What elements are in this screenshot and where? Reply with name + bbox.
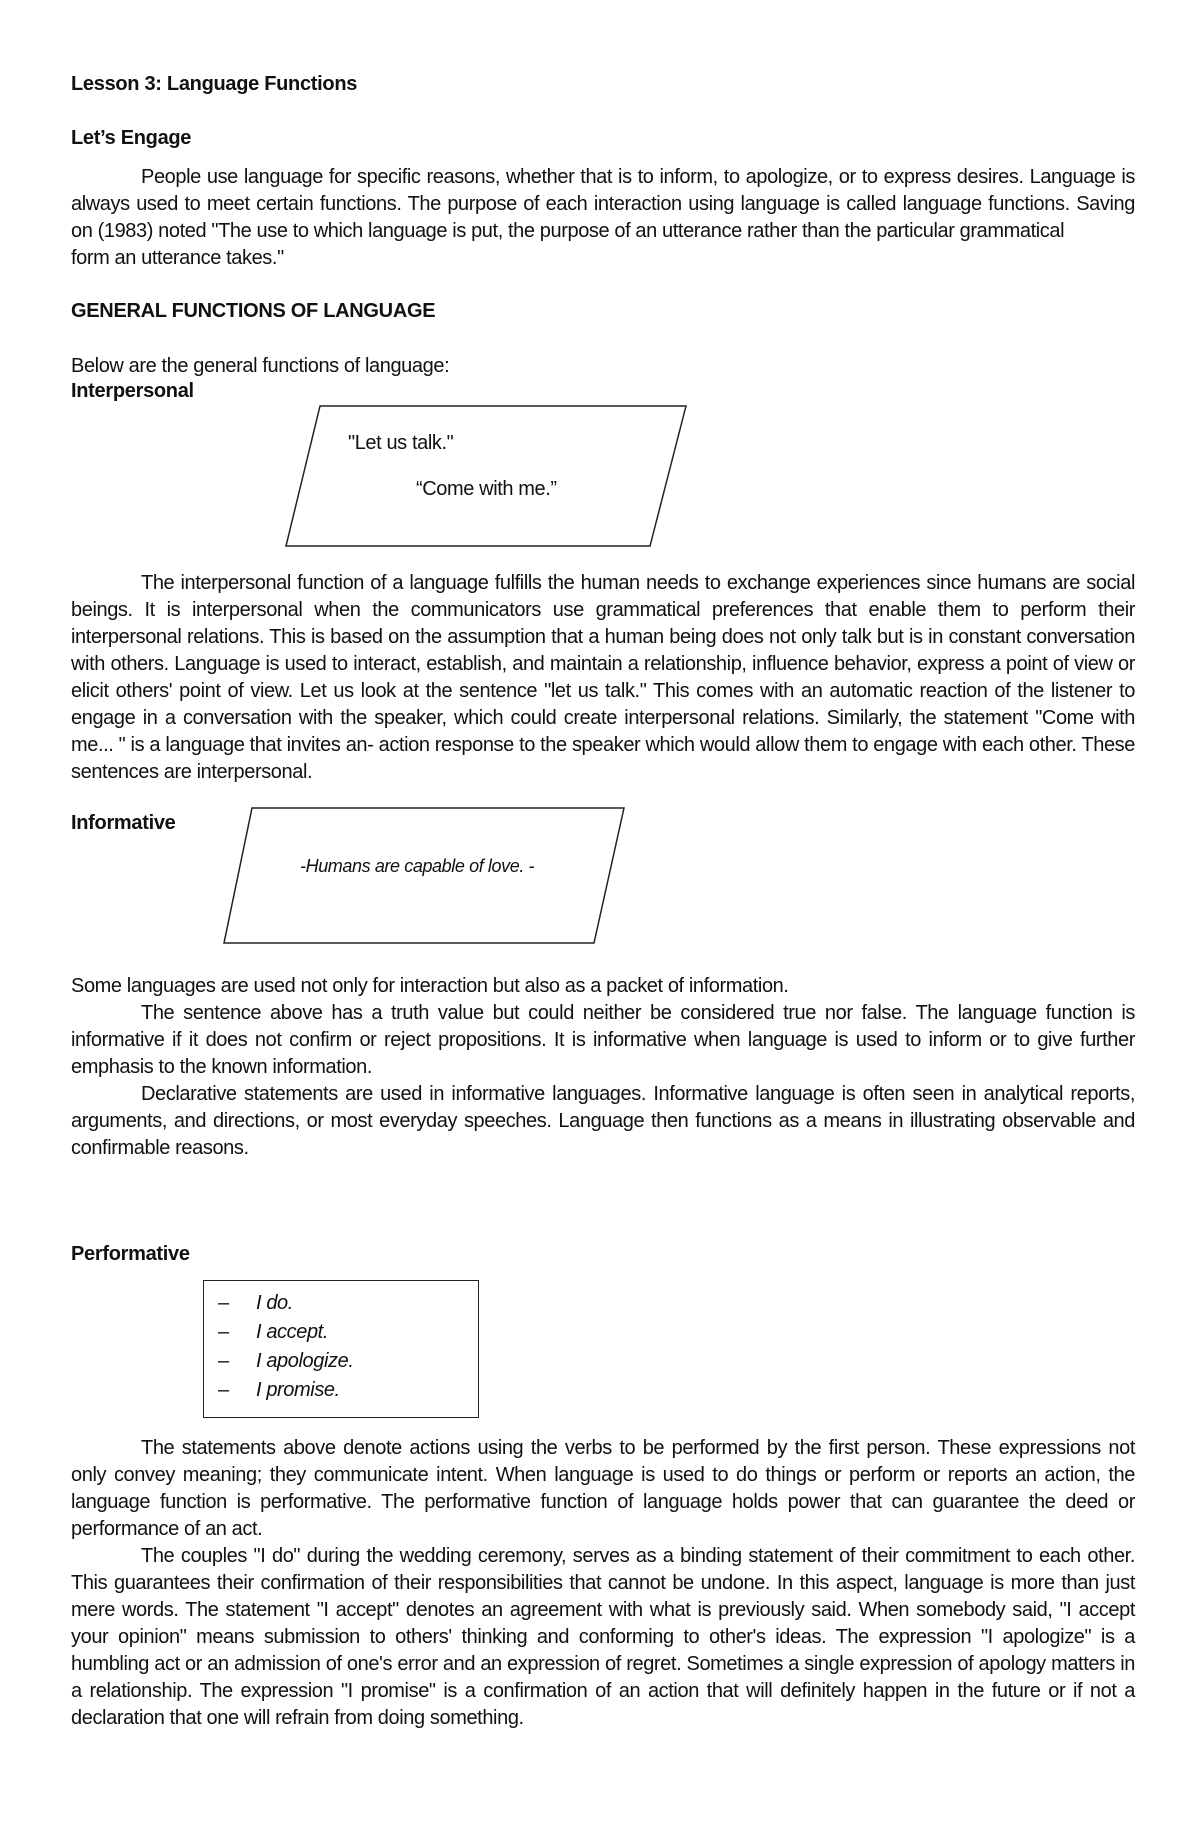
engage-paragraph <box>71 164 1135 272</box>
informative-intro: Some languages are used not only for interaction but also as a packet of information. <box>71 975 789 997</box>
performative-paragraph-2: The couples "I do" during the wedding ceremony, serves as a binding statement of their commitment to each other. This guarantees their confirmation of their responsibilities that cannot be undone. In this aspect, language is more than just mere words. The statement "I accept" denotes an agreement with what is previously said. When somebody said, "I accept your opinion" means submission to others' thinking and conforming to other's ideas. The expression "I apologize" is a humbling act or an admission of one's error and an expression of regret. Sometimes a single expression of apology matters in a relationship. The expression "I promise" is a confirmation of an action that will definitely happen in the future or if not a declaration that one will refrain from doing something. <box>71 1545 1135 1729</box>
interpersonal-paragraph-text: The interpersonal function of a language fulfills the human needs to exchange experiences since humans are social beings. It is interpersonal when the communicators use grammatical preferences that enable them to perform their interpersonal relations. This is based on the assumption that a human being does not only talk but is in constant conversation with others. Language is used to interact, establish, and maintain a relationship, influence behavior, express a point of view or elicit others' point of view. Let us look at the sentence "let us talk." This comes with an automatic reaction of the listener to engage in a conversation with the speaker, which could create interpersonal relations. Similarly, the statement "Come with me... " is a language that invites an- action response to the speaker which would allow them to engage with each other. These sentences are interpersonal. <box>71 572 1135 783</box>
performative-example-text: I do. <box>256 1292 293 1314</box>
performative-example-4 <box>218 1376 478 1405</box>
performative-examples-box <box>203 1280 479 1418</box>
informative-heading: Informative <box>71 812 176 834</box>
dash-bullet: – <box>218 1292 229 1314</box>
interpersonal-example-shape <box>284 404 688 548</box>
informative-example-shape <box>222 806 626 945</box>
performative-example-text: I apologize. <box>256 1350 354 1372</box>
performative-example-text: I accept. <box>256 1321 328 1343</box>
interpersonal-example-1: "Let us talk." <box>348 432 454 454</box>
engage-paragraph-line-1: People use language for specific reasons, whether that is to inform, to apologize, or to express desires. Language is always used to meet certain functions. The purpose of each interaction using language is called language functions. Saving on (1983) noted "The use to which language is put, the purpose of an utterance rather than the particular grammatical <box>71 166 1135 242</box>
parallelogram-outline <box>284 404 688 548</box>
informative-paragraph-2: Declarative statements are used in informative languages. Informative language is often seen in analytical reports, arguments, and directions, or most everyday speeches. Language then functions as a means in illustrating observable and confirmable reasons. <box>71 1083 1135 1159</box>
general-functions-heading: GENERAL FUNCTIONS OF LANGUAGE <box>71 300 436 322</box>
lesson-title: Lesson 3: Language Functions <box>71 73 358 95</box>
performative-example-text: I promise. <box>256 1379 340 1401</box>
dash-bullet: – <box>218 1379 229 1401</box>
engage-heading: Let’s Engage <box>71 127 192 149</box>
dash-bullet: – <box>218 1321 229 1343</box>
performative-paragraph-1: The statements above denote actions using the verbs to be performed by the first person. These expressions not only convey meaning; they communicate intent. When language is used to do things or perform or reports an action, the language function is performative. The performative function of language holds power that can guarantee the deed or performance of an act. <box>71 1437 1135 1540</box>
engage-paragraph-line-2: form an utterance takes." <box>71 247 284 269</box>
informative-text <box>71 973 1135 1162</box>
general-intro: Below are the general functions of language: <box>71 355 450 377</box>
performative-example-3 <box>218 1347 478 1376</box>
performative-example-2 <box>218 1318 478 1347</box>
dash-bullet: – <box>218 1350 229 1372</box>
informative-example: -Humans are capable of love. - <box>300 856 535 876</box>
informative-paragraph-1: The sentence above has a truth value but could neither be considered true nor false. The language function is informative if it does not confirm or reject propositions. It is informative when language is used to inform or to give further emphasis to the known information. <box>71 1002 1135 1078</box>
interpersonal-paragraph <box>71 570 1135 786</box>
performative-example-1 <box>218 1289 478 1318</box>
performative-text <box>71 1435 1135 1732</box>
performative-heading: Performative <box>71 1243 190 1265</box>
interpersonal-heading: Interpersonal <box>71 380 194 402</box>
interpersonal-example-2: “Come with me.” <box>416 478 557 500</box>
